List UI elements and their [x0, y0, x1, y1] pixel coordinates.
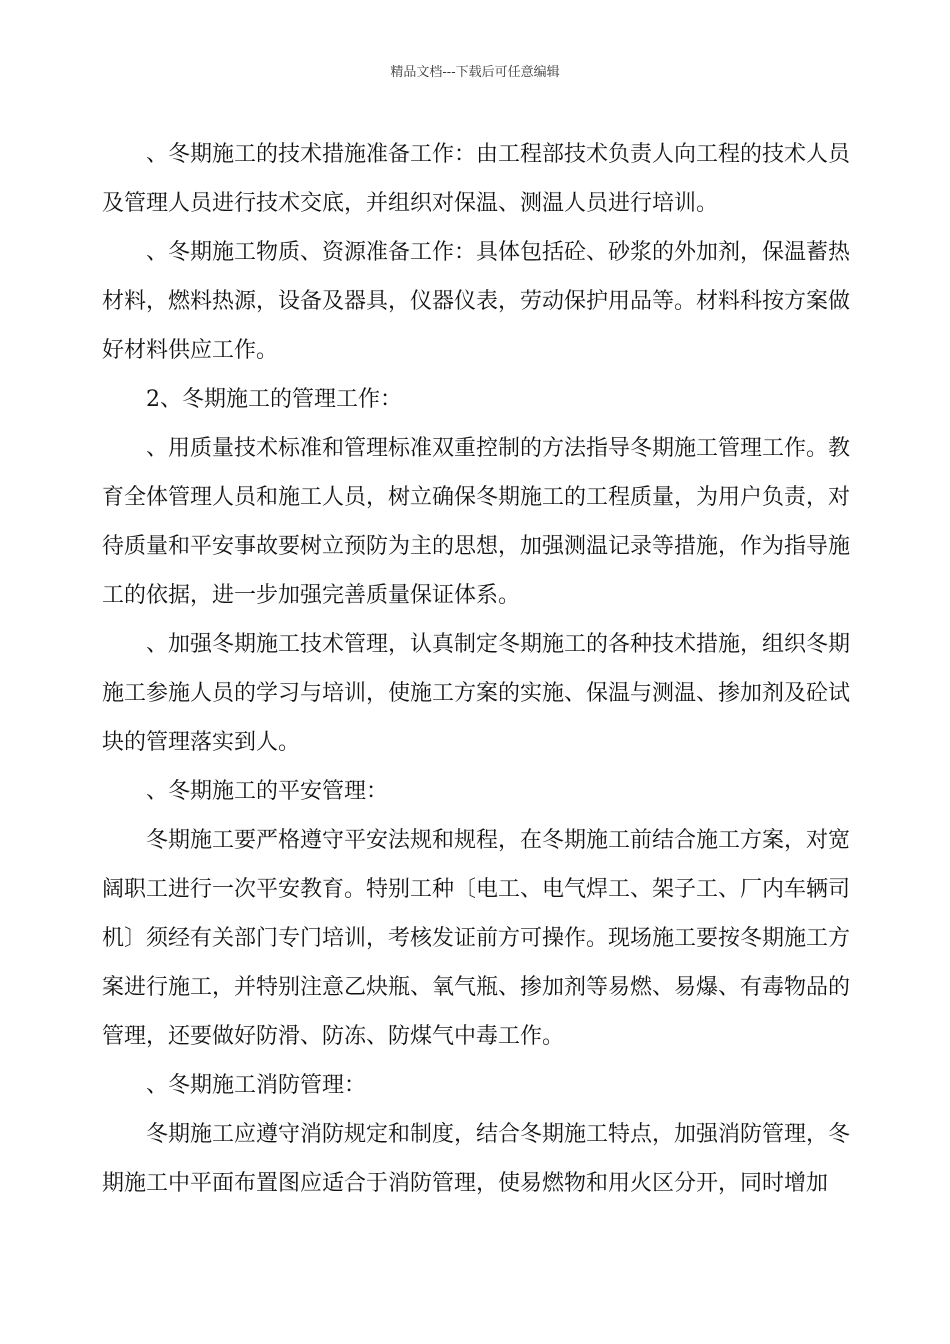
- section-heading-fire-protection: 、冬期施工消防管理：: [146, 1073, 367, 1098]
- section-heading-safety: 、冬期施工的平安管理：: [146, 779, 389, 804]
- document-body: [102, 130, 850, 1208]
- section-heading-management: 2、冬期施工的管理工作：: [146, 387, 402, 412]
- paragraph-technical-management: 、加强冬期施工技术管理，认真制定冬期施工的各种技术措施，组织冬期施工参施人员的学习与培训，使施工方案的实施、保温与测温、掺加剂及砼试块的管理落实到人。: [102, 632, 851, 755]
- paragraph-material-preparation: 、冬期施工物质、资源准备工作：具体包括砼、砂浆的外加剂，保温蓄热材料，燃料热源，设备及器具，仪器仪表，劳动保护用品等。材料科按方案做好材料供应工作。: [102, 240, 851, 363]
- paragraph-safety-rules: 冬期施工要严格遵守平安法规和规程，在冬期施工前结合施工方案，对宽阔职工进行一次平安教育。特别工种〔电工、电气焊工、架子工、厂内车辆司机〕须经有关部门专门培训，考核发证前方可操作。现场施工要按冬期施工方案进行施工，并特别注意乙炔瓶、氧气瓶、掺加剂等易燃、易爆、有毒物品的管理，还要做好防滑、防冻、防煤气中毒工作。: [102, 828, 851, 1049]
- page-header: 精品文档---下载后可任意编辑: [390, 65, 560, 80]
- paragraph-quality-control: 、用质量技术标准和管理标准双重控制的方法指导冬期施工管理工作。教育全体管理人员和施工人员，树立确保冬期施工的工程质量，为用户负责，对待质量和平安事故要树立预防为主的思想，加强测温记录等措施，作为指导施工的依据，进一步加强完善质量保证体系。: [102, 436, 851, 608]
- paragraph-fire-protection: 冬期施工应遵守消防规定和制度，结合冬期施工特点，加强消防管理，冬期施工中平面布置图应适合于消防管理，使易燃物和用火区分开，同时增加: [102, 1122, 851, 1196]
- paragraph-technical-preparation: 、冬期施工的技术措施准备工作：由工程部技术负责人向工程的技术人员及管理人员进行技术交底，并组织对保温、测温人员进行培训。: [102, 142, 851, 216]
